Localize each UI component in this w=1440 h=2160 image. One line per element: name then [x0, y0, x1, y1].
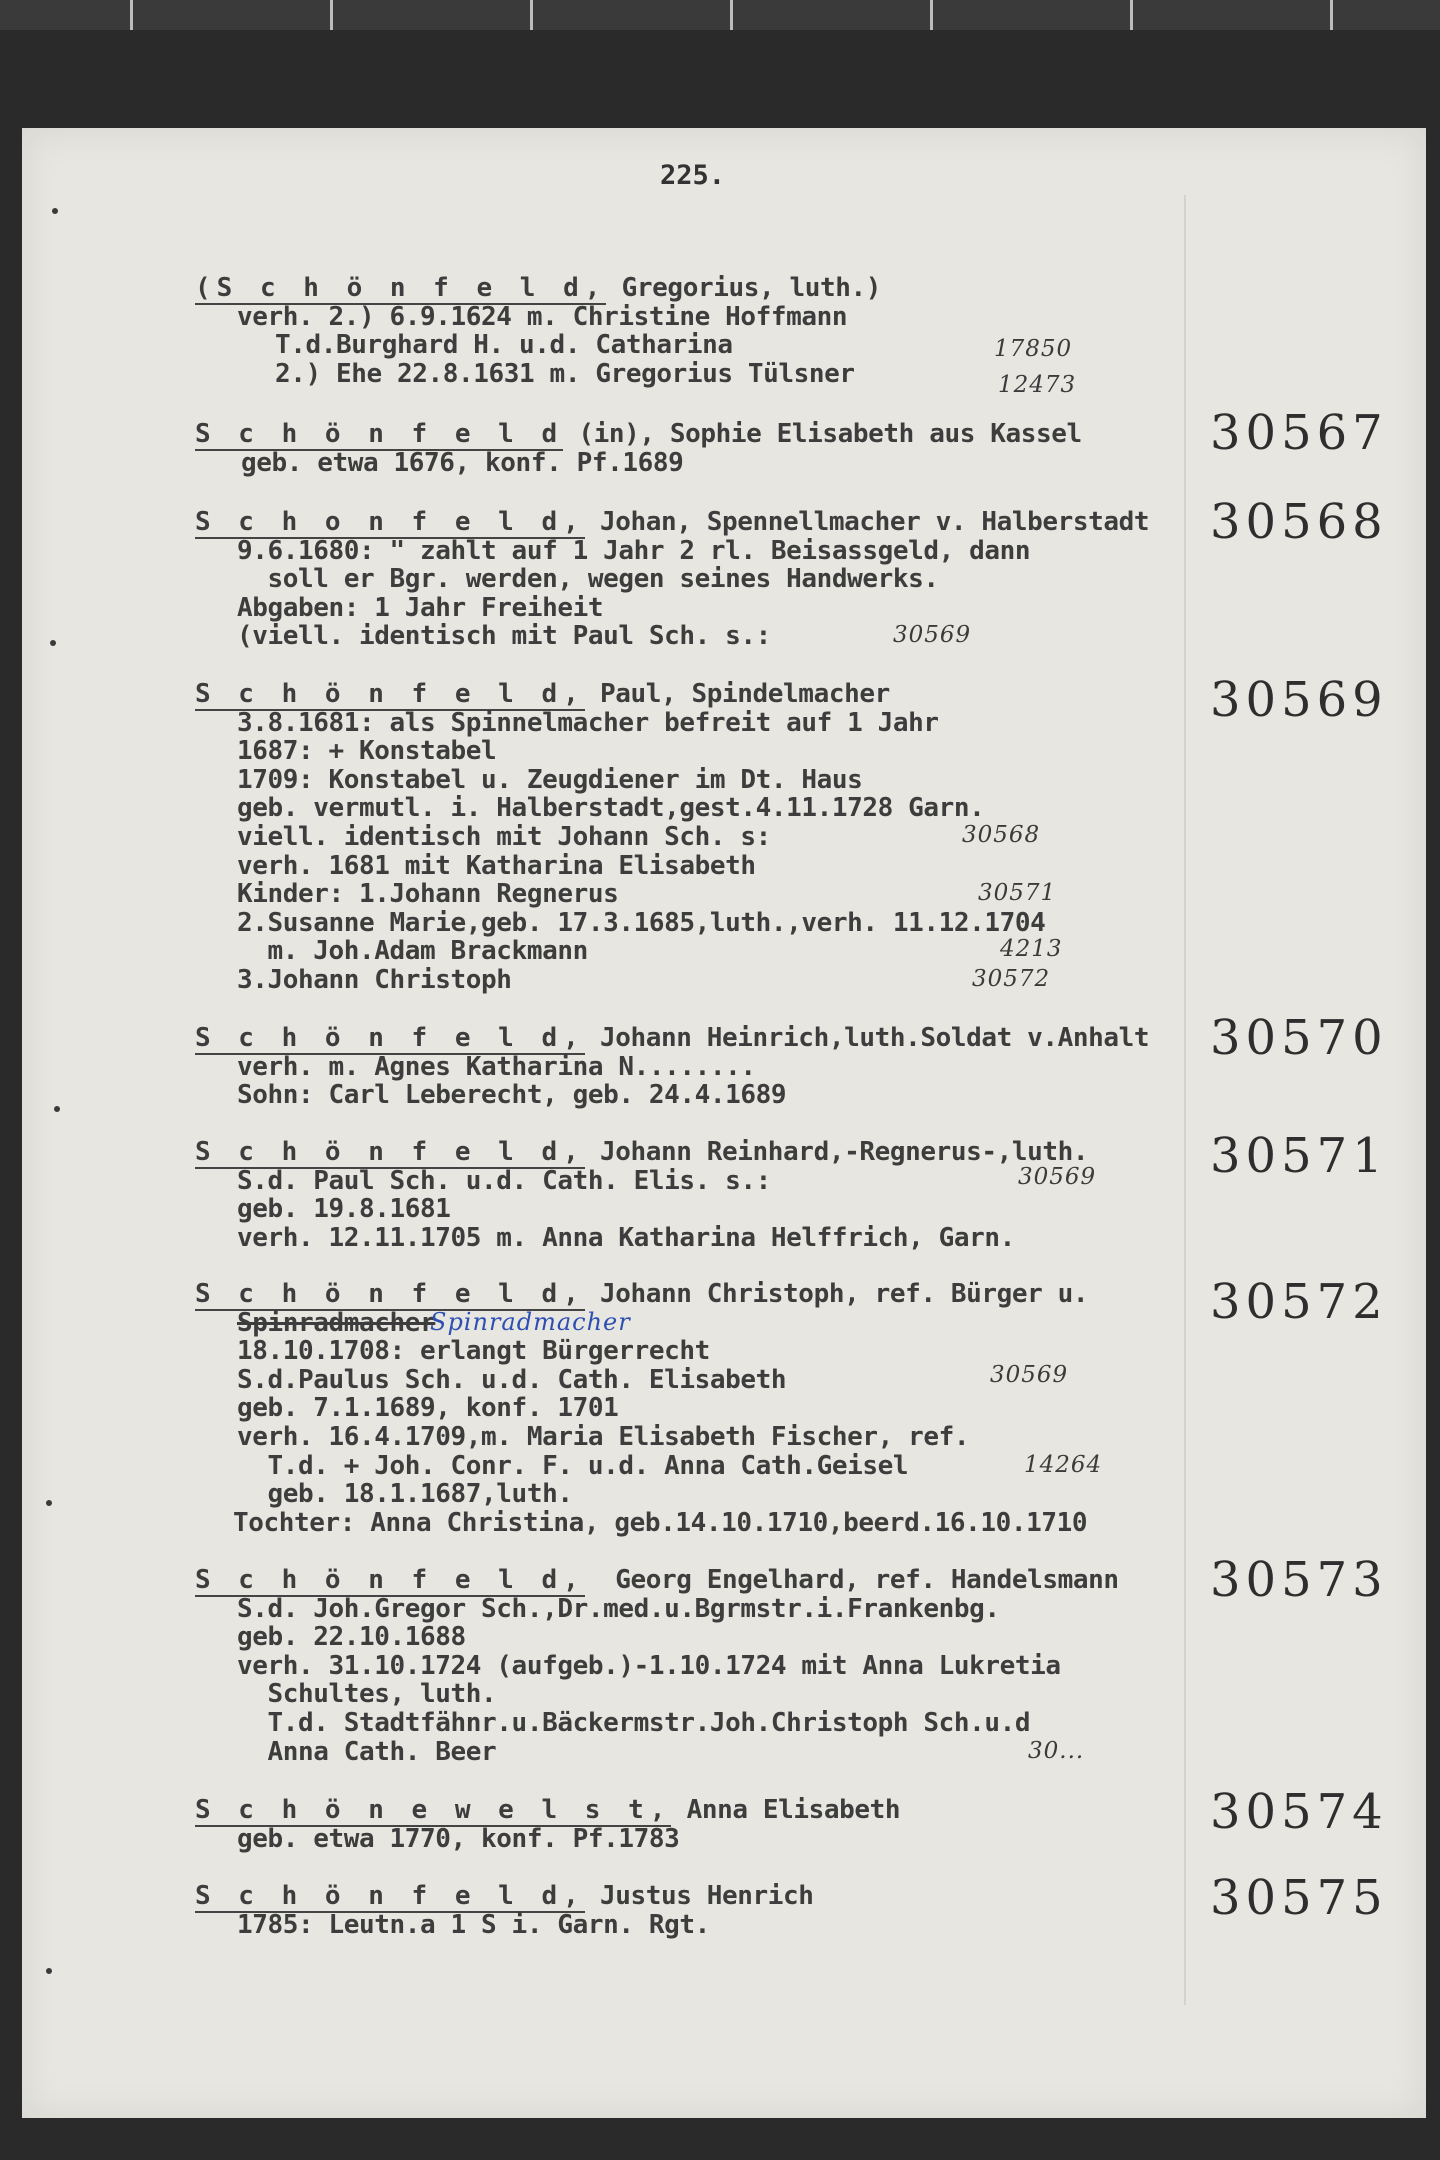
punch-mark — [52, 208, 58, 214]
punch-mark — [46, 1968, 52, 1974]
given-names: Gregorius, luth.) — [606, 273, 881, 303]
card-number: 30567 — [1210, 405, 1388, 461]
entry-line: geb. etwa 1676, konf. Pf.1689 — [241, 447, 684, 478]
handwritten-ref: 17850 — [994, 336, 1073, 362]
entry-line: m. Joh.Adam Brackmann — [237, 936, 588, 967]
handwritten-ref: 30572 — [972, 966, 1051, 992]
entry-line: 2.Susanne Marie,geb. 17.3.1685,luth.,verh. 11.12.1704 — [237, 907, 1046, 938]
entry-line: 1709: Konstabel u. Zeugdiener im Dt. Haus — [237, 764, 863, 795]
punch-mark — [46, 1500, 52, 1506]
entry-line: verh. 2.) 6.9.1624 m. Christine Hoffmann — [237, 301, 848, 332]
surname: S c h ö n f e l d, — [195, 1881, 585, 1911]
entry-line: T.d.Burghard H. u.d. Catharina — [275, 330, 733, 361]
entry-heading — [195, 1280, 1195, 1309]
entry-line: 2.) Ehe 22.8.1631 m. Gregorius Tülsner — [275, 358, 855, 389]
entry-line: viell. identisch mit Johann Sch. s: — [237, 821, 771, 852]
handwritten-ref: 30569 — [893, 622, 972, 648]
page-number: 225. — [660, 160, 726, 191]
entry-heading — [195, 508, 1195, 537]
entry-line — [195, 1309, 1195, 1338]
entry-line: soll er Bgr. werden, wegen seines Handwerks. — [237, 564, 939, 595]
entry-line: Anna Cath. Beer — [237, 1736, 497, 1767]
entry-line: verh. 1681 mit Katharina Elisabeth — [237, 850, 756, 881]
entry-line: geb. vermutl. i. Halberstadt,gest.4.11.1728 Garn. — [237, 793, 985, 824]
card-number: 30569 — [1210, 672, 1388, 728]
entry-line: S.d.Paulus Sch. u.d. Cath. Elisabeth — [237, 1364, 787, 1395]
entry-schoenfeld-johann-reinhard — [195, 1138, 1195, 1252]
entry-line: (viell. identisch mit Paul Sch. s.: — [237, 621, 771, 652]
punch-mark — [54, 1106, 60, 1112]
given-names: Johann Reinhard,-Regnerus-,luth. — [584, 1137, 1089, 1167]
entry-heading — [195, 1882, 1195, 1911]
entry-line: geb. 19.8.1681 — [237, 1194, 451, 1225]
given-names: Justus Henrich — [584, 1881, 814, 1911]
entry-line: 18.10.1708: erlangt Bürgerrecht — [237, 1336, 710, 1367]
surname: S c h ö n f e l d — [195, 419, 564, 449]
handwritten-ref: 30569 — [990, 1362, 1069, 1388]
handwritten-ref: 30569 — [1018, 1164, 1097, 1190]
entry-line: verh. 12.11.1705 m. Anna Katharina Helffrich, Garn. — [237, 1222, 1015, 1253]
card-number: 30574 — [1210, 1784, 1388, 1840]
entry-line: geb. 7.1.1689, konf. 1701 — [237, 1393, 619, 1424]
entry-schoenfeld-justus — [195, 1882, 1195, 1939]
entry-line: 1687: + Konstabel — [237, 736, 497, 767]
entry-line: T.d. + Joh. Conr. F. u.d. Anna Cath.Geisel — [237, 1450, 909, 1481]
surname: S c h ö n f e l d, — [195, 1137, 585, 1167]
surname: S c h ö n f e l d, — [195, 1023, 585, 1053]
given-names: Anna Elisabeth — [671, 1795, 901, 1825]
given-names: (in), Sophie Elisabeth aus Kassel — [563, 419, 1082, 449]
card-number: 30573 — [1210, 1552, 1388, 1608]
entry-schoenfeld-johan — [195, 508, 1195, 651]
entry-line: S.d. Joh.Gregor Sch.,Dr.med.u.Bgrmstr.i.Frankenbg. — [237, 1593, 1000, 1624]
card-number: 30571 — [1210, 1128, 1388, 1184]
struck-out-word: Spinradmacher — [237, 1307, 436, 1338]
surname: (S c h ö n f e l d, — [195, 273, 607, 303]
entry-line: Schultes, luth. — [237, 1679, 497, 1710]
entry-schoenfeld-johann-christoph — [195, 1280, 1195, 1537]
entry-line: verh. m. Agnes Katharina N........ — [237, 1051, 756, 1082]
entry-line: geb. 22.10.1688 — [237, 1622, 466, 1653]
card-number: 30570 — [1210, 1010, 1388, 1066]
given-names: Georg Engelhard, ref. Handelsmann — [584, 1565, 1119, 1595]
entry-line: geb. etwa 1770, konf. Pf.1783 — [237, 1823, 680, 1854]
handwritten-ref: 30... — [1028, 1738, 1085, 1764]
entry-heading — [195, 1024, 1195, 1053]
handwritten-ref: 30568 — [962, 822, 1041, 848]
entry-line: 3.Johann Christoph — [237, 964, 512, 995]
entry-line: T.d. Stadtfähnr.u.Bäckermstr.Joh.Christoph Sch.u.d — [237, 1707, 1031, 1738]
handwritten-ref: 4213 — [1000, 936, 1063, 962]
entry-schoenfeld-johann-heinrich — [195, 1024, 1195, 1110]
entry-line: Kinder: 1.Johann Regnerus — [237, 879, 619, 910]
entry-heading — [195, 1566, 1195, 1595]
handwritten-ref: 30571 — [978, 880, 1057, 906]
surname: S c h ö n f e l d, — [195, 679, 585, 709]
entry-line: Tochter: Anna Christina, geb.14.10.1710,beerd.16.10.1710 — [233, 1507, 1088, 1538]
entry-schoenfeld-georg — [195, 1566, 1195, 1766]
surname: S c h ö n e w e l s t, — [195, 1795, 672, 1825]
entry-line: 3.8.1681: als Spinnelmacher befreit auf 1 Jahr — [237, 707, 939, 738]
given-names: Paul, Spindelmacher — [584, 679, 890, 709]
card-number: 30575 — [1210, 1870, 1388, 1926]
punch-mark — [50, 640, 56, 646]
handwritten-correction: Spinradmacher — [430, 1308, 631, 1336]
entry-line: verh. 31.10.1724 (aufgeb.)-1.10.1724 mit Anna Lukretia — [237, 1650, 1061, 1681]
entry-heading — [195, 1138, 1195, 1167]
surname: S c h ö n f e l d, — [195, 1279, 585, 1309]
handwritten-ref: 12473 — [998, 372, 1077, 398]
entry-schoenewelst-anna — [195, 1796, 1195, 1853]
given-names: Johann Heinrich,luth.Soldat v.Anhalt — [584, 1023, 1150, 1053]
given-names: Johan, Spennellmacher v. Halberstadt — [584, 507, 1150, 537]
entry-heading — [195, 1796, 1195, 1825]
entry-line: 9.6.1680: " zahlt auf 1 Jahr 2 rl. Beisassgeld, dann — [237, 535, 1031, 566]
entry-line: Abgaben: 1 Jahr Freiheit — [237, 592, 604, 623]
card-number: 30568 — [1210, 494, 1388, 550]
entry-schoenfeld-sophie — [195, 420, 1195, 477]
entry-heading — [195, 274, 1195, 303]
card-number: 30572 — [1210, 1274, 1388, 1330]
entry-line: Sohn: Carl Leberecht, geb. 24.4.1689 — [237, 1080, 787, 1111]
entry-heading — [195, 680, 1195, 709]
scanner-top-strip — [0, 0, 1440, 30]
entry-heading — [195, 420, 1195, 449]
entry-line: geb. 18.1.1687,luth. — [237, 1479, 573, 1510]
surname: S c h ö n f e l d, — [195, 1565, 585, 1595]
given-names: Johann Christoph, ref. Bürger u. — [584, 1279, 1089, 1309]
entry-line: verh. 16.4.1709,m. Maria Elisabeth Fischer, ref. — [237, 1421, 970, 1452]
surname: S c h o n f e l d, — [195, 507, 585, 537]
handwritten-ref: 14264 — [1024, 1452, 1103, 1478]
entry-line: 1785: Leutn.a 1 S i. Garn. Rgt. — [237, 1909, 710, 1940]
entry-line: S.d. Paul Sch. u.d. Cath. Elis. s.: — [237, 1165, 771, 1196]
